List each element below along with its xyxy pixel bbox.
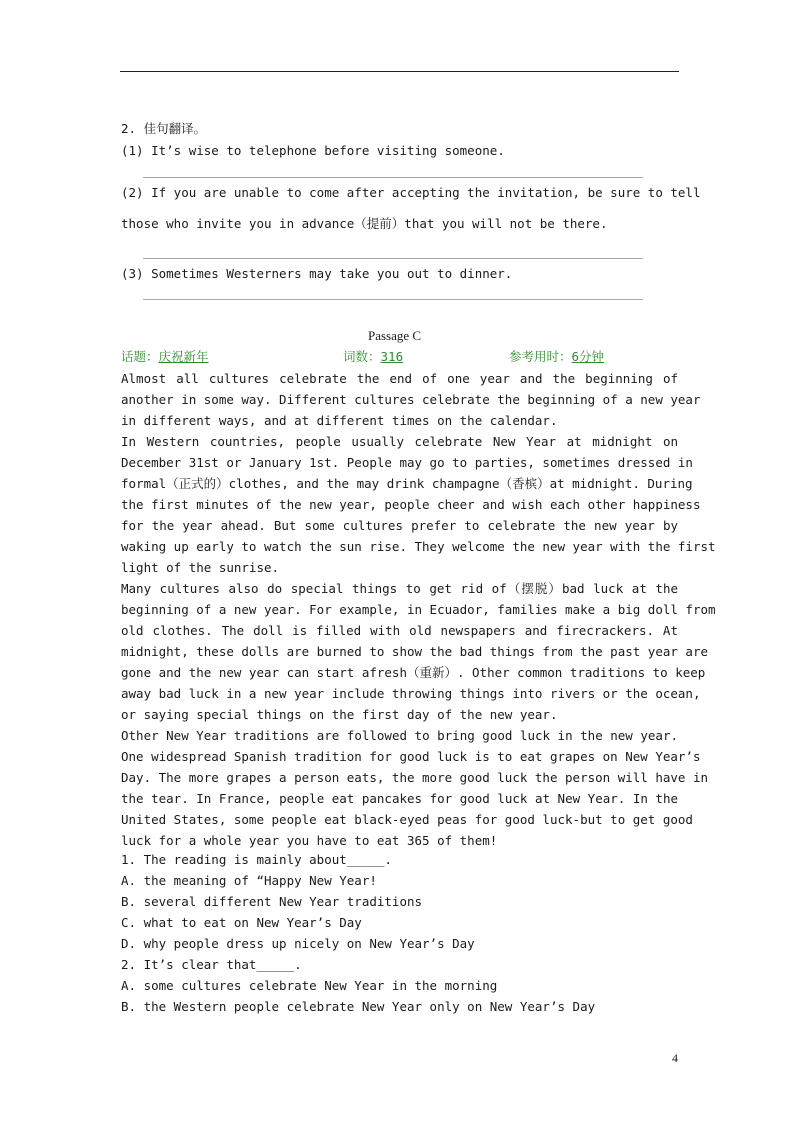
passage-line: Day. The more grapes a person eats, the more good luck the person will have in <box>121 770 708 785</box>
page-number: 4 <box>672 1051 678 1065</box>
passage-word-count: 词数：316 <box>343 349 404 364</box>
translation-item-1: (1) It’s wise to telephone before visiting someone. <box>121 143 505 158</box>
passage-line: Other New Year traditions are followed to bring good luck in the new year. <box>121 728 678 743</box>
passage-line: away bad luck in a new year include throwing things into rivers or the ocean, <box>121 686 701 701</box>
question-1-option-b[interactable]: B. several different New Year traditions <box>121 894 423 909</box>
question-2-option-b[interactable]: B. the Western people celebrate New Year only on New Year’s Day <box>121 999 596 1014</box>
passage-line: in different ways, and at different times on the calendar. <box>121 413 558 428</box>
passage-line: luck for a whole year you have to eat 365 of them! <box>121 833 498 848</box>
header-rule <box>120 71 679 72</box>
translation-item-2-cont: those who invite you in advance（提前）that you will not be there. <box>121 216 608 231</box>
passage-line: gone and the new year can start afresh（重新）. Other common traditions to keep <box>121 665 706 680</box>
question-1-option-c[interactable]: C. what to eat on New Year’s Day <box>121 915 362 930</box>
passage-line: the tear. In France, people eat pancakes for good luck at New Year. In the <box>121 791 678 806</box>
question-1-option-d[interactable]: D. why people dress up nicely on New Year’s Day <box>121 936 475 951</box>
passage-line: Almost all cultures celebrate the end of one year and the beginning of <box>121 371 678 386</box>
passage-line: formal（正式的）clothes, and the may drink champagne（香槟）at midnight. During <box>121 476 693 491</box>
passage-line: United States, some people eat black-eyed peas for good luck-but to get good <box>121 812 693 827</box>
passage-line: another in some way. Different cultures celebrate the beginning of a new year <box>121 392 701 407</box>
passage-line: the first minutes of the new year, people cheer and wish each other happiness <box>121 497 701 512</box>
passage-line: old clothes. The doll is filled with old newspapers and firecrackers. At <box>121 623 678 638</box>
passage-line: waking up early to watch the sun rise. They welcome the new year with the first <box>121 539 716 554</box>
passage-title: Passage C <box>368 328 422 343</box>
passage-line: December 31st or January 1st. People may go to parties, sometimes dressed in <box>121 455 693 470</box>
answer-line-3[interactable] <box>143 299 643 300</box>
passage-line: One widespread Spanish tradition for good luck is to eat grapes on New Year’s <box>121 749 701 764</box>
passage-line: beginning of a new year. For example, in Ecuador, families make a big doll from <box>121 602 716 617</box>
translation-item-3: (3) Sometimes Westerners may take you out to dinner. <box>121 266 513 281</box>
passage-time: 参考用时：6分钟 <box>509 349 605 364</box>
question-1-stem: 1. The reading is mainly about_____. <box>121 852 392 867</box>
translation-item-2: (2) If you are unable to come after accepting the invitation, be sure to tell <box>121 185 701 200</box>
question-2-option-a[interactable]: A. some cultures celebrate New Year in the morning <box>121 978 498 993</box>
answer-line-1[interactable] <box>143 177 643 178</box>
translation-heading: 2. 佳句翻译。 <box>121 121 207 136</box>
passage-line: or saying special things on the first day of the new year. <box>121 707 558 722</box>
passage-line: for the year ahead. But some cultures prefer to celebrate the new year by <box>121 518 678 533</box>
passage-line: light of the sunrise. <box>121 560 280 575</box>
passage-topic: 话题：庆祝新年 <box>121 349 209 364</box>
question-2-stem: 2. It’s clear that_____. <box>121 957 302 972</box>
passage-body <box>121 368 716 851</box>
answer-line-2[interactable] <box>143 258 643 259</box>
passage-line: midnight, these dolls are burned to show the bad things from the past year are <box>121 644 708 659</box>
passage-line: In Western countries, people usually celebrate New Year at midnight on <box>121 434 678 449</box>
question-1-option-a[interactable]: A. the meaning of “Happy New Year! <box>121 873 377 888</box>
passage-line: Many cultures also do special things to get rid of（摆脱）bad luck at the <box>121 581 678 596</box>
